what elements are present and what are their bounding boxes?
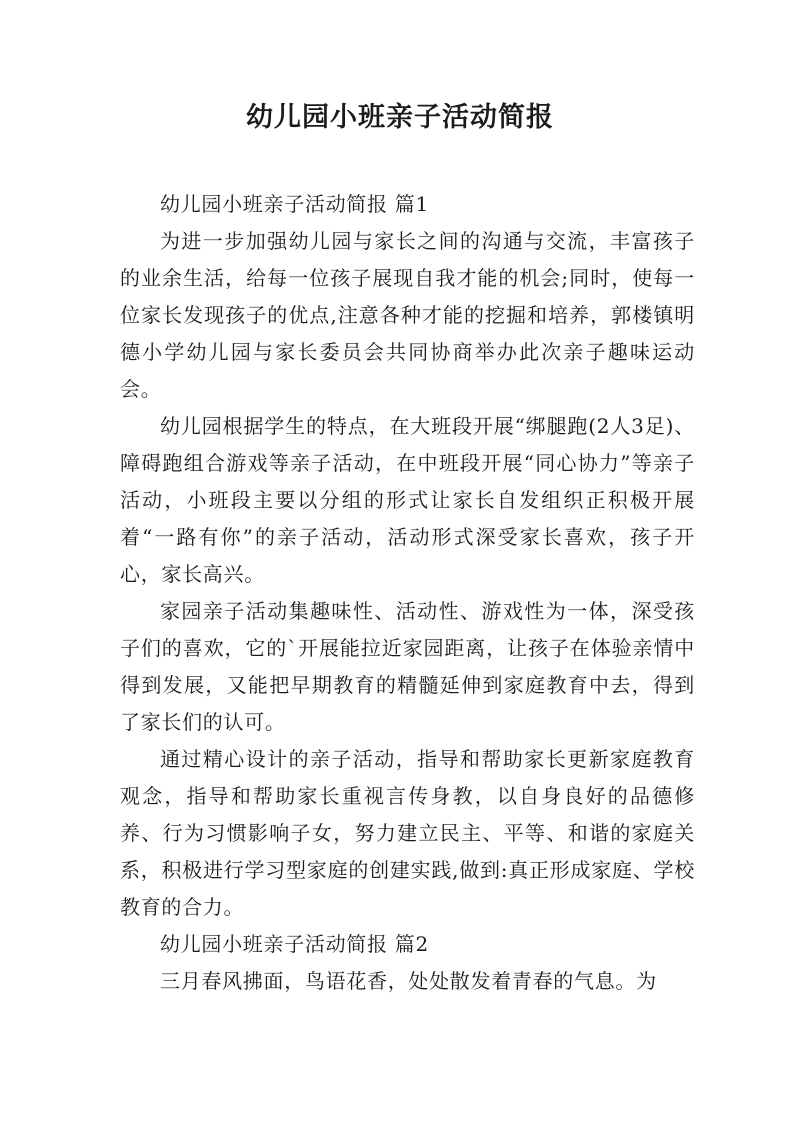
body-paragraph: 为进一步加强幼儿园与家长之间的沟通与交流，丰富孩子的业余生活，给每一位孩子展现自我才能的机会;同时，使每一位家长发现孩子的优点,注意各种才能的挖掘和培养，郭楼镇明德小学幼儿园与家长委员会共同协商举办此次亲子趣味运动会。	[120, 229, 695, 401]
section-heading-1: 幼儿园小班亲子活动简报 篇1	[160, 192, 429, 216]
body-paragraph: 家园亲子活动集趣味性、活动性、游戏性为一体，深受孩子们的喜欢，它的`开展能拉近家园距离，让孩子在体验亲情中得到发展，又能把早期教育的精髓延伸到家庭教育中去，得到了家长们的认可。	[120, 599, 695, 734]
section-heading-2: 幼儿园小班亲子活动简报 篇2	[160, 932, 429, 956]
body-paragraph: 通过精心设计的亲子活动，指导和帮助家长更新家庭教育观念，指导和帮助家长重视言传身教，以自身良好的品德修养、行为习惯影响子女，努力建立民主、平等、和谐的家庭关系，积极进行学习型家庭的创建实践,做到:真正形成家庭、学校教育的合力。	[120, 747, 695, 919]
body-paragraph: 三月春风拂面，鸟语花香，处处散发着青春的气息。为	[160, 969, 657, 993]
document-title: 幼儿园小班亲子活动简报	[246, 102, 554, 133]
document-body	[120, 186, 695, 1000]
body-paragraph: 幼儿园根据学生的特点，在大班段开展“绑腿跑(2人3足)、障碍跑组合游戏等亲子活动，在中班段开展“同心协力”等亲子活动，小班段主要以分组的形式让家长自发组织正积极开展着“一路有你”的亲子活动，活动形式深受家长喜欢，孩子开心，家长高兴。	[120, 414, 695, 586]
